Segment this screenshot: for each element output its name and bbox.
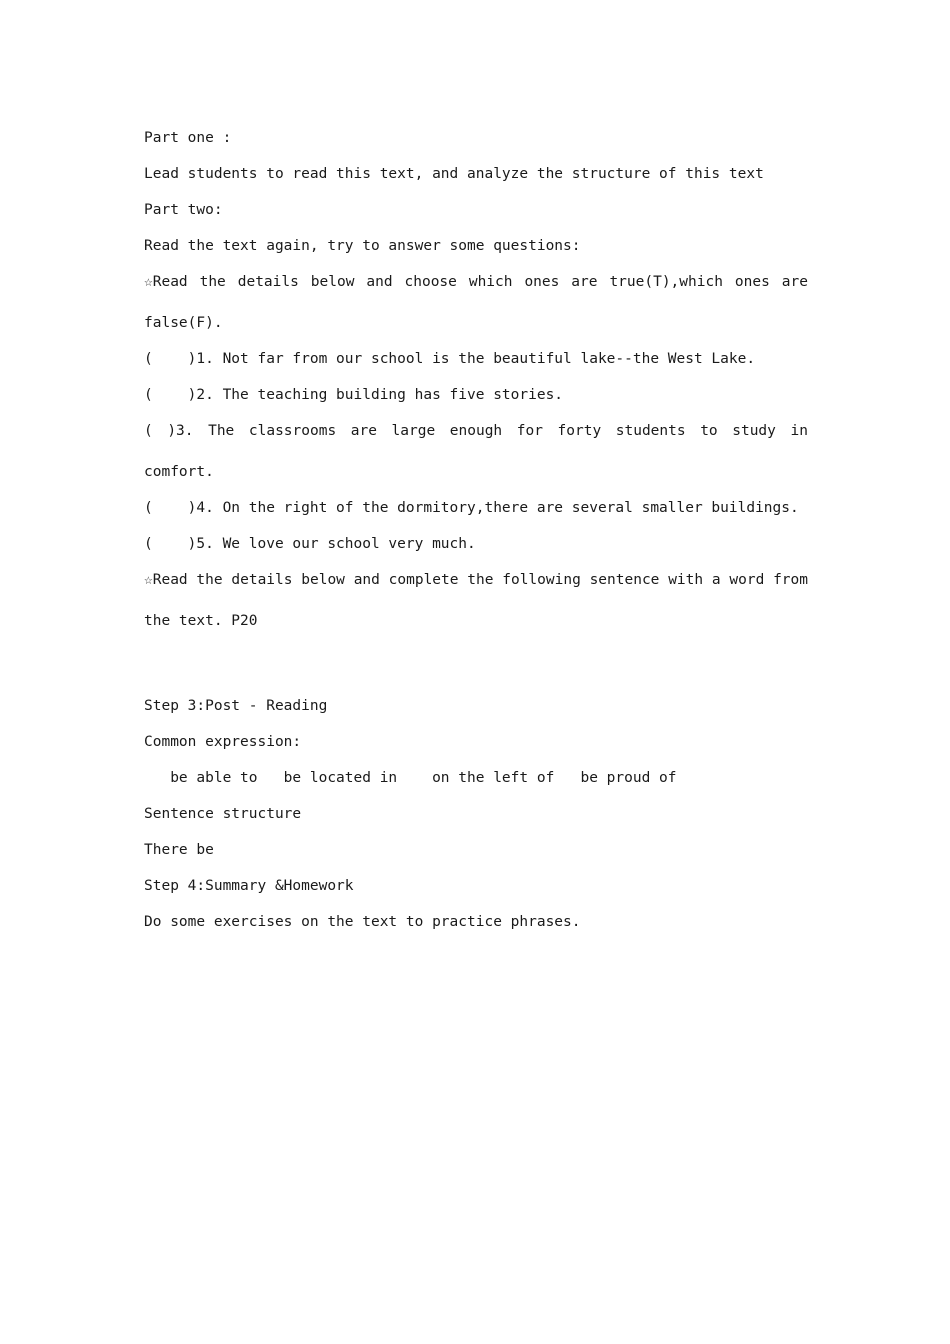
complete-instruction-line2: the text. P20 bbox=[144, 613, 258, 629]
step3-heading: Step 3:Post - Reading bbox=[144, 698, 328, 714]
tf-item-5: ( )5. We love our school very much. bbox=[144, 536, 476, 552]
expressions-list: be able to be located in on the left of be proud of bbox=[144, 770, 677, 786]
tf-item-3-line1: ( )3. The classrooms are large enough for forty students to study in bbox=[144, 423, 808, 439]
tf-instruction-line2: false(F). bbox=[144, 315, 223, 331]
part-two-intro: Read the text again, try to answer some questions: bbox=[144, 238, 581, 254]
there-be-text: There be bbox=[144, 842, 214, 858]
tf-item-4: ( )4. On the right of the dormitory,there are several smaller buildings. bbox=[144, 500, 799, 516]
part-one-text: Lead students to read this text, and analyze the structure of this text bbox=[144, 166, 764, 182]
part-one-heading: Part one : bbox=[144, 130, 232, 146]
tf-item-3-line2: comfort. bbox=[144, 464, 214, 480]
homework-text: Do some exercises on the text to practice phrases. bbox=[144, 914, 581, 930]
tf-instruction-line1: ☆Read the details below and choose which ones are true(T),which ones are bbox=[144, 274, 808, 290]
sentence-structure-label: Sentence structure bbox=[144, 806, 302, 822]
complete-instruction-line1: ☆Read the details below and complete the following sentence with a word from bbox=[144, 572, 808, 588]
tf-item-1: ( )1. Not far from our school is the beautiful lake--the West Lake. bbox=[144, 351, 756, 367]
part-two-heading: Part two: bbox=[144, 202, 223, 218]
tf-item-2: ( )2. The teaching building has five stories. bbox=[144, 387, 564, 403]
step4-heading: Step 4:Summary &Homework bbox=[144, 878, 354, 894]
common-expression-label: Common expression: bbox=[144, 734, 302, 750]
